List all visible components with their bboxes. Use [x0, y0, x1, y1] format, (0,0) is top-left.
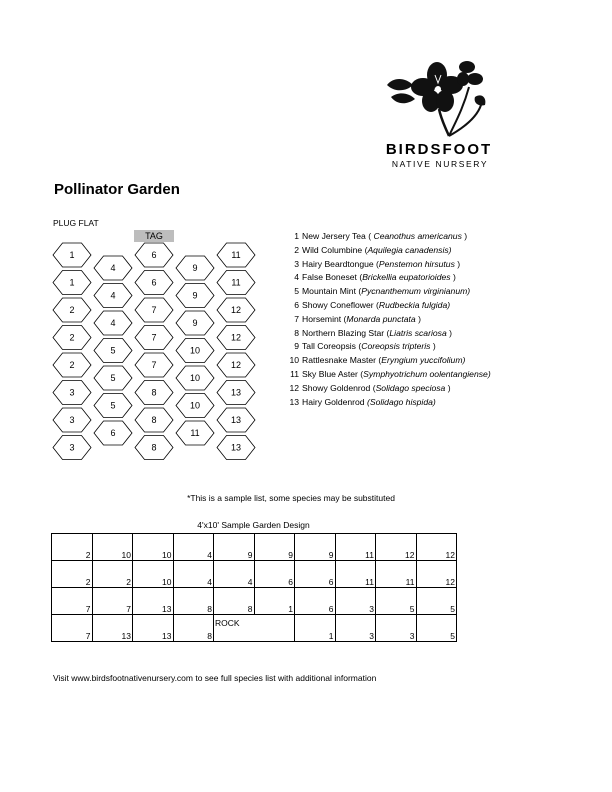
species-number: 13 [289, 396, 299, 407]
hex-plug-number: 10 [189, 400, 201, 411]
garden-design-grid [51, 533, 457, 642]
hex-plug-number: 7 [151, 332, 157, 343]
hex-plug-number: 8 [151, 442, 157, 453]
species-item [285, 354, 491, 368]
hex-plug-number: 5 [110, 373, 116, 383]
species-number: 8 [294, 327, 299, 338]
species-number: 7 [294, 313, 299, 324]
hex-plug-number: 13 [230, 415, 242, 425]
species-item [285, 327, 491, 341]
hex-plug-cell [135, 271, 173, 295]
hex-plug-cell [135, 353, 173, 377]
species-number: 3 [294, 258, 299, 269]
hex-plug-cell [176, 256, 214, 280]
tag-label: TAG [134, 230, 174, 242]
grid-row [52, 615, 457, 642]
hex-plug-number: 2 [69, 305, 75, 315]
species-close: ) [454, 258, 461, 269]
hex-plug-number: 8 [151, 387, 157, 398]
grid-cell: 7 [52, 588, 93, 615]
hex-plug-number: 6 [151, 250, 157, 260]
species-number: 5 [294, 286, 299, 297]
species-item [285, 382, 491, 396]
grid-cell: 9 [214, 534, 255, 561]
species-item [285, 368, 491, 382]
hex-plug-cell [94, 284, 132, 308]
grid-row [52, 534, 457, 561]
grid-cell: 5 [416, 615, 457, 642]
hex-plug-number: 9 [192, 263, 198, 273]
grid-cell [254, 615, 295, 642]
violet-flower-logo-icon [385, 57, 495, 137]
hex-plug-cell [94, 256, 132, 280]
hex-plug-number: 13 [230, 387, 242, 398]
grid-cell: 13 [92, 615, 133, 642]
hex-plug-cell [94, 421, 132, 445]
hex-plug-cell [176, 284, 214, 308]
hex-plug-number: 11 [231, 250, 241, 260]
hex-plug-number: 4 [110, 318, 116, 328]
species-item [285, 271, 491, 285]
species-latin-name: Ceanothus americanus [373, 231, 462, 241]
hex-plug-number: 12 [230, 332, 242, 343]
grid-cell: 6 [295, 588, 336, 615]
species-common-name: Showy Coneflower ( [302, 299, 379, 310]
species-item [285, 313, 491, 327]
species-latin-name: Symphyotrichum oolentangiense) [363, 368, 491, 379]
hex-plug-cell [135, 243, 173, 267]
hex-plug-cell [53, 271, 91, 295]
hex-plug-cell [176, 394, 214, 418]
species-number: 6 [294, 299, 299, 310]
hex-plug-number: 12 [230, 305, 242, 315]
species-close: ) [461, 231, 468, 241]
grid-cell: 3 [335, 588, 376, 615]
hex-plug-number: 9 [192, 290, 198, 301]
design-title: 4'x10' Sample Garden Design [197, 520, 310, 530]
species-latin-name: Pycnanthemum virginianum) [361, 286, 471, 297]
species-close: ) [446, 327, 452, 338]
hex-plug-cell [135, 298, 173, 322]
grid-cell: 8 [173, 615, 214, 642]
hex-plug-number: 4 [110, 263, 116, 273]
species-common-name: Rattlesnake Master ( [302, 355, 382, 366]
grid-row [52, 561, 457, 588]
grid-cell: 10 [133, 561, 174, 588]
hex-plug-number: 3 [69, 415, 75, 425]
grid-cell: 5 [416, 588, 457, 615]
species-item [285, 396, 491, 410]
species-latin-name: Eryngium yuccifolium) [381, 355, 466, 366]
hex-plug-cell [135, 436, 173, 460]
hex-plug-cell [53, 436, 91, 460]
grid-cell: 8 [214, 588, 255, 615]
species-latin-name: Rudbeckia fulgida) [378, 299, 451, 310]
species-common-name: Sky Blue Aster ( [302, 368, 364, 379]
species-number: 12 [289, 382, 299, 393]
species-latin-name: Coreopsis tripteris [361, 341, 431, 352]
hex-plug-number: 9 [192, 318, 198, 328]
substitution-note: *This is a sample list, some species may be substituted [187, 493, 395, 503]
hex-plug-cell [176, 366, 214, 390]
hex-plug-cell [53, 381, 91, 405]
species-list [285, 230, 491, 409]
hex-plug-cell [217, 436, 255, 460]
species-latin-name: Penstemon hirsutus [378, 258, 455, 269]
footer-text: Visit www.birdsfootnativenursery.com to see full species list with additional information [53, 673, 377, 683]
species-latin-name: Solidago speciosa [375, 382, 446, 393]
grid-cell: 1 [254, 588, 295, 615]
species-number: 4 [294, 272, 299, 283]
hex-plug-number: 6 [110, 428, 116, 438]
hex-plug-cell [135, 326, 173, 350]
species-common-name: Wild Columbine ( [302, 244, 368, 255]
hex-plug-cell [135, 408, 173, 432]
hex-plug-cell [217, 326, 255, 350]
grid-cell: 2 [92, 561, 133, 588]
hex-plug-number: 5 [110, 345, 116, 356]
plug-flat-diagram [45, 240, 270, 465]
rock-cell: ROCK [214, 615, 255, 642]
species-latin-name: Aquilegia canadensis) [367, 244, 452, 255]
hex-plug-number: 7 [151, 360, 157, 370]
grid-cell: 7 [92, 588, 133, 615]
hex-plug-number: 5 [110, 400, 116, 411]
hex-plug-cell [217, 408, 255, 432]
grid-cell: 12 [376, 534, 417, 561]
hex-plug-cell [176, 339, 214, 363]
hex-plug-cell [217, 243, 255, 267]
hex-plug-cell [53, 243, 91, 267]
grid-cell: 6 [295, 561, 336, 588]
hex-plug-cell [94, 366, 132, 390]
hex-plug-cell [217, 381, 255, 405]
species-item [285, 230, 491, 244]
hex-plug-cell [94, 339, 132, 363]
hex-plug-cell [217, 271, 255, 295]
grid-cell: 2 [52, 561, 93, 588]
grid-cell: 7 [52, 615, 93, 642]
grid-cell: 4 [214, 561, 255, 588]
hex-plug-number: 7 [151, 305, 157, 315]
species-number: 2 [294, 244, 299, 255]
hex-plug-number: 2 [69, 360, 75, 370]
hex-plug-number: 2 [69, 332, 75, 343]
species-common-name: Hairy Goldenrod [302, 396, 367, 407]
hex-plug-number: 3 [69, 387, 75, 398]
grid-cell: 2 [52, 534, 93, 561]
logo [385, 57, 495, 137]
hex-plug-number: 4 [110, 290, 116, 301]
hex-plug-cell [217, 353, 255, 377]
hex-plug-cell [176, 311, 214, 335]
species-common-name: Hairy Beardtongue ( [302, 258, 379, 269]
hex-plug-number: 10 [189, 345, 201, 356]
brand-name: BIRDSFOOT [385, 141, 493, 158]
species-latin-name: Brickellia eupatorioides [362, 272, 451, 283]
hex-plug-cell [135, 381, 173, 405]
grid-cell: 4 [173, 534, 214, 561]
species-common-name: Mountain Mint ( [302, 286, 362, 297]
species-number: 1 [294, 231, 299, 241]
hex-plug-number: 8 [151, 415, 157, 425]
grid-cell: 13 [133, 588, 174, 615]
species-common-name: False Boneset ( [302, 272, 363, 283]
species-latin-name: Monarda punctata [346, 313, 416, 324]
grid-cell: 9 [295, 534, 336, 561]
grid-cell: 10 [92, 534, 133, 561]
species-close: ) [415, 313, 421, 324]
species-close: ) [450, 272, 456, 283]
grid-cell: 10 [133, 534, 174, 561]
species-common-name: Tall Coreopsis ( [302, 341, 362, 352]
brand-subtitle: NATIVE NURSERY [391, 159, 489, 169]
hex-plug-cell [53, 408, 91, 432]
grid-cell: 12 [416, 534, 457, 561]
species-number: 10 [289, 355, 299, 366]
grid-cell: 12 [416, 561, 457, 588]
grid-cell: 9 [254, 534, 295, 561]
species-number: 11 [290, 368, 299, 379]
hex-plug-number: 11 [231, 277, 241, 288]
page-title: Pollinator Garden [54, 181, 180, 198]
grid-cell: 4 [173, 561, 214, 588]
hex-plug-number: 12 [230, 360, 242, 370]
grid-cell: 11 [335, 561, 376, 588]
grid-row [52, 588, 457, 615]
hex-plug-cell [217, 298, 255, 322]
grid-cell: 11 [376, 561, 417, 588]
species-item [285, 258, 491, 272]
hex-plug-cell [94, 394, 132, 418]
grid-cell: 11 [335, 534, 376, 561]
species-number: 9 [294, 341, 299, 352]
species-item [285, 244, 491, 258]
hex-plug-number: 1 [69, 277, 75, 288]
species-item [285, 340, 491, 354]
species-close: ) [445, 382, 451, 393]
grid-cell: 5 [376, 588, 417, 615]
hex-plug-number: 13 [230, 442, 242, 453]
grid-cell: 3 [335, 615, 376, 642]
species-common-name: Northern Blazing Star ( [302, 327, 390, 338]
species-latin-name: (Solidago hispida) [366, 396, 436, 407]
grid-cell: 8 [173, 588, 214, 615]
grid-cell: 6 [254, 561, 295, 588]
species-common-name: New Jersery Tea ( [302, 231, 374, 241]
species-common-name: Showy Goldenrod ( [302, 382, 376, 393]
hex-plug-number: 1 [69, 250, 75, 260]
grid-cell: 13 [133, 615, 174, 642]
species-latin-name: Liatris scariosa [389, 327, 447, 338]
grid-cell: 3 [376, 615, 417, 642]
species-item [285, 299, 491, 313]
hex-plug-number: 3 [69, 442, 75, 453]
hex-plug-cell [53, 353, 91, 377]
hex-plug-number: 6 [151, 277, 157, 288]
species-common-name: Horsemint ( [302, 313, 347, 324]
species-item [285, 285, 491, 299]
hex-plug-number: 11 [190, 428, 200, 438]
plug-flat-label: PLUG FLAT [53, 218, 99, 228]
grid-cell: 1 [295, 615, 336, 642]
species-close: ) [430, 341, 436, 352]
hex-plug-cell [94, 311, 132, 335]
hex-plug-cell [176, 421, 214, 445]
hex-plug-number: 10 [189, 373, 201, 383]
hex-plug-cell [53, 326, 91, 350]
hex-plug-cell [53, 298, 91, 322]
